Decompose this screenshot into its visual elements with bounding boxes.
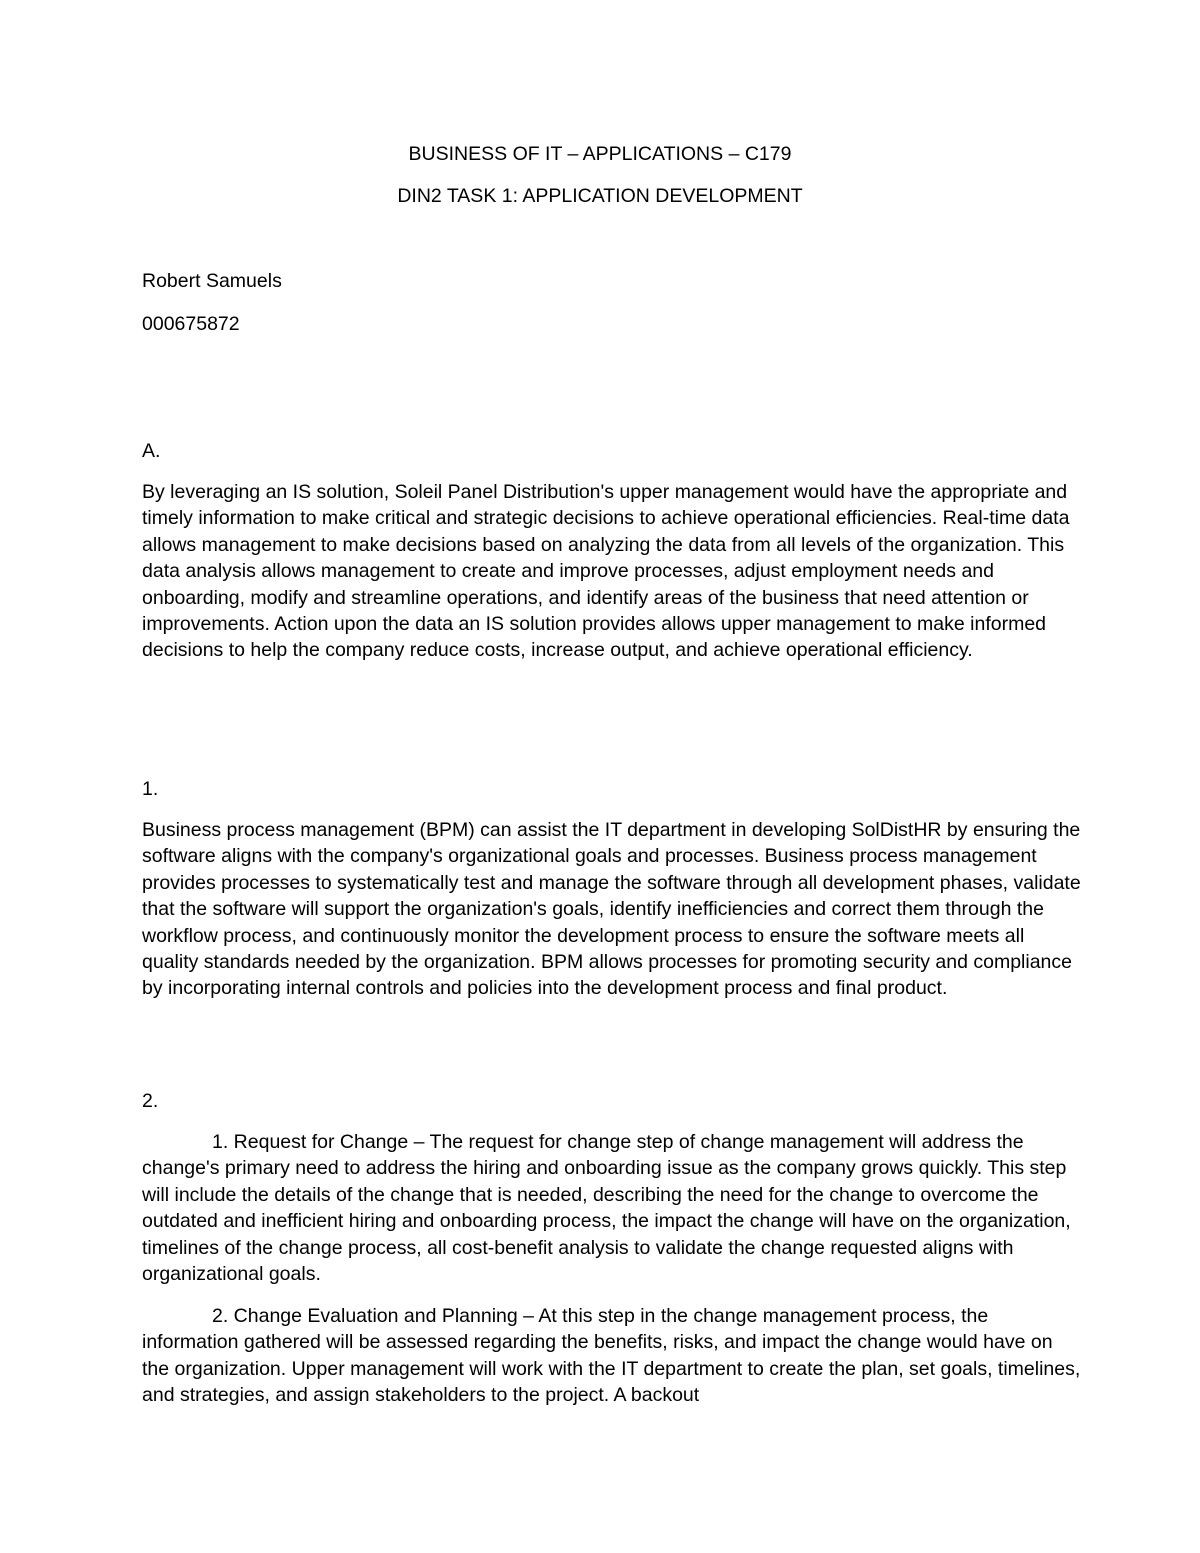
section-2-label: 2.: [142, 1090, 159, 1112]
section-a-label: A.: [142, 440, 161, 462]
section-a-paragraph: By leveraging an IS solution, Soleil Panel Distribution's upper management would have the appropriate and timely information to make critical and strategic decisions to achieve operational efficiencies. Real-time data allows management to make decisions based on analyzing the data from all levels of the organization. This data analysis allows management to create and improve processes, adjust employment needs and onboarding, modify and streamline operations, and identify areas of the business that need attention or improvements. Action upon the data an IS solution provides allows upper management to make informed decisions to help the company reduce costs, increase output, and achieve operational efficiency.: [142, 481, 1070, 662]
section-1-label: 1.: [142, 778, 159, 800]
document-subtitle: DIN2 TASK 1: APPLICATION DEVELOPMENT: [397, 185, 803, 207]
section-2-step-2: 2. Change Evaluation and Planning – At this step in the change management process, the information gathered will be assessed regarding the benefits, risks, and impact the change would have on the organization. Upper management will work with the IT department to create the plan, set goals, timelines, and strategies, and assign stakeholders to the project. A backout: [142, 1305, 1081, 1407]
author-name: Robert Samuels: [142, 270, 282, 292]
document-title: BUSINESS OF IT – APPLICATIONS – C179: [408, 143, 792, 165]
section-1-paragraph: Business process management (BPM) can assist the IT department in developing SolDistHR by ensuring the software aligns with the company's organizational goals and processes. Business process management provides processes to systematically test and manage the software through all development phases, validate that the software will support the organization's goals, identify inefficiencies and correct them through the workflow process, and continuously monitor the development process to ensure the software meets all quality standards needed by the organization. BPM allows processes for promoting security and compliance by incorporating internal controls and policies into the development process and final product.: [142, 819, 1081, 1000]
student-id: 000675872: [142, 313, 240, 335]
section-2-step-1: 1. Request for Change – The request for change step of change management will address the change's primary need to address the hiring and onboarding issue as the company grows quickly. This step will include the details of the change that is needed, describing the need for the change to overcome the outdated and inefficient hiring and onboarding process, the impact the change will have on the organization, timelines of the change process, all cost-benefit analysis to validate the change requested aligns with organizational goals.: [142, 1131, 1071, 1286]
